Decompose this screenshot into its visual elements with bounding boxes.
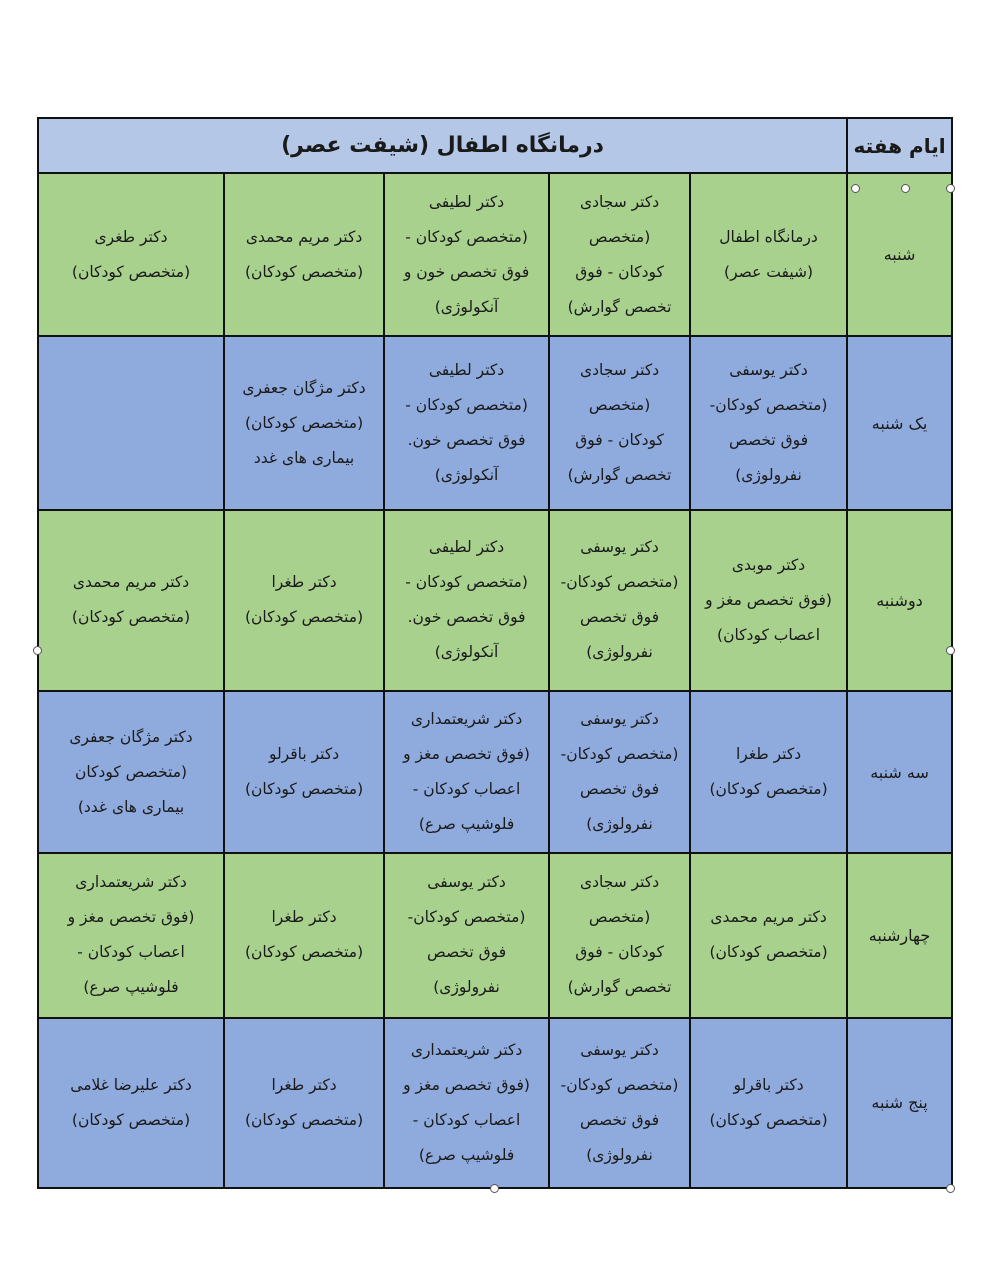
doctor-name: دکتر مژگان جعفری: [242, 378, 366, 397]
table-row: [38, 336, 952, 509]
days-header-cell[interactable]: [847, 118, 952, 173]
specialty-line: (متخصص کودکان): [71, 262, 191, 281]
schedule-cell[interactable]: [224, 510, 384, 691]
selection-handle[interactable]: [33, 646, 42, 655]
specialty-line: نفرولوژی): [586, 1145, 653, 1164]
specialty-line: (شیفت عصر): [724, 262, 814, 281]
title-cell[interactable]: [38, 118, 847, 173]
specialty-line: (متخصص کودکان-: [560, 1075, 679, 1094]
doctor-name: دکتر باقرلو: [733, 1075, 804, 1094]
doctor-name: دکتر لطیفی: [428, 192, 505, 211]
days-header-label: ایام هفته: [853, 133, 946, 158]
table-row: [38, 173, 952, 336]
schedule-cell[interactable]: [224, 173, 384, 336]
schedule-cell[interactable]: [690, 510, 847, 691]
specialty-line: (متخصص کودکان -: [405, 573, 528, 592]
specialty-line: کودکان - فوق: [575, 431, 664, 450]
doctor-name: دکتر سجادی: [579, 361, 660, 380]
specialty-line: تخصص گوارش): [567, 297, 672, 316]
schedule-cell[interactable]: [549, 336, 690, 509]
day-label: شنبه: [883, 245, 916, 265]
specialty-line: فوق تخصص: [579, 1110, 660, 1129]
specialty-line: (متخصص کودکان-: [560, 745, 679, 764]
day-cell[interactable]: [847, 173, 952, 336]
doctor-name: دکتر شریعتمداری: [410, 710, 523, 729]
specialty-line: (متخصص کودکان): [709, 943, 828, 962]
specialty-line: (متخصص کودکان-: [560, 573, 679, 592]
specialty-line: آنکولوژی): [434, 466, 499, 485]
specialty-line: نفرولوژی): [586, 643, 653, 662]
doctor-name: دکتر مریم محمدی: [245, 227, 363, 246]
specialty-line: (متخصص کودکان): [71, 608, 191, 627]
table-row: [38, 853, 952, 1017]
header-row: [38, 118, 952, 173]
schedule-cell[interactable]: [384, 1018, 549, 1188]
specialty-line: اعصاب کودکان -: [77, 943, 185, 962]
specialty-line: (متخصص کودکان): [71, 1110, 191, 1129]
specialty-line: فوق تخصص خون.: [407, 431, 526, 450]
specialty-line: تخصص گوارش): [567, 978, 672, 997]
schedule-cell[interactable]: [384, 853, 549, 1017]
specialty-line: فوق تخصص: [579, 780, 660, 799]
specialty-line: (متخصص: [588, 227, 651, 246]
page-title: درمانگاه اطفال (شیفت عصر): [281, 133, 604, 159]
specialty-line: نفرولوژی): [586, 815, 653, 834]
specialty-line: (متخصص کودکان: [74, 762, 188, 781]
day-label: یک شنبه: [871, 413, 928, 433]
specialty-line: (متخصص کودکان-: [709, 396, 828, 415]
schedule-cell[interactable]: [690, 853, 847, 1017]
day-cell[interactable]: [847, 510, 952, 691]
doctor-name: دکتر طغرا: [271, 908, 337, 927]
doctor-name: دکتر مریم محمدی: [710, 908, 827, 927]
specialty-line: اعصاب کودکان -: [412, 1110, 521, 1129]
specialty-line: (متخصص کودکان): [709, 1110, 828, 1129]
selection-handle[interactable]: [851, 184, 860, 193]
specialty-line: بیماری های غدد): [77, 797, 185, 816]
specialty-line: فوق تخصص: [579, 608, 660, 627]
day-label: دوشنبه: [876, 590, 923, 610]
doctor-name: دکتر شریعتمداری: [75, 873, 187, 892]
specialty-line: (متخصص کودکان): [709, 780, 828, 799]
doctor-name: دکتر طغرا: [735, 745, 802, 764]
table-row: [38, 691, 952, 853]
specialty-line: فوق تخصص: [426, 943, 507, 962]
day-cell[interactable]: [847, 1018, 952, 1188]
doctor-name: دکتر لطیفی: [428, 361, 505, 380]
doctor-name: دکتر مریم محمدی: [72, 573, 190, 592]
schedule-cell[interactable]: [384, 173, 549, 336]
specialty-line: کودکان - فوق: [575, 262, 664, 281]
schedule-cell[interactable]: [38, 853, 224, 1017]
doctor-name: دکتر یوسفی: [580, 710, 659, 729]
specialty-line: فلوشیپ صرع): [418, 1145, 515, 1164]
day-cell[interactable]: [847, 853, 952, 1017]
specialty-line: (متخصص کودکان-: [407, 908, 526, 927]
schedule-cell[interactable]: [690, 173, 847, 336]
day-label: سه شنبه: [870, 762, 929, 782]
specialty-line: (فوق تخصص مغز و: [403, 1075, 530, 1094]
schedule-cell[interactable]: [38, 510, 224, 691]
schedule-cell[interactable]: [549, 1018, 690, 1188]
day-cell[interactable]: [847, 691, 952, 853]
specialty-line: نفرولوژی): [735, 466, 802, 485]
schedule-cell[interactable]: [690, 691, 847, 853]
specialty-line: (متخصص: [588, 908, 651, 927]
specialty-line: آنکولوژی): [434, 643, 499, 662]
doctor-name: دکتر مژگان جعفری: [69, 727, 193, 746]
specialty-line: (متخصص کودکان): [244, 780, 364, 799]
table-row: [38, 510, 952, 691]
specialty-line: فوق تخصص خون و: [403, 262, 530, 281]
specialty-line: (فوق تخصص مغز و: [403, 745, 530, 764]
specialty-line: (متخصص کودکان -: [405, 227, 528, 246]
doctor-name: دکتر شریعتمداری: [410, 1040, 523, 1059]
specialty-line: بیماری های غدد: [253, 448, 355, 467]
doctor-name: دکتر یوسفی: [580, 538, 659, 557]
selection-handle[interactable]: [946, 646, 955, 655]
schedule-cell[interactable]: [549, 853, 690, 1017]
selection-handle[interactable]: [490, 1184, 499, 1193]
specialty-line: فوق تخصص: [728, 431, 809, 450]
schedule-cell[interactable]: [549, 691, 690, 853]
day-cell[interactable]: [847, 336, 952, 509]
schedule-cell[interactable]: [384, 691, 549, 853]
schedule-cell[interactable]: [690, 336, 847, 509]
specialty-line: اعصاب کودکان): [717, 625, 821, 644]
doctor-name: دکتر سجادی: [579, 192, 660, 211]
specialty-line: (متخصص کودکان): [244, 413, 364, 432]
doctor-name: دکتر طغرا: [271, 1075, 337, 1094]
schedule-cell[interactable]: [384, 510, 549, 691]
selection-handle[interactable]: [946, 184, 955, 193]
schedule-cell[interactable]: [224, 1018, 384, 1188]
specialty-line: نفرولوژی): [433, 978, 500, 997]
doctor-name: دکتر طغری: [94, 227, 168, 246]
specialty-line: آنکولوژی): [434, 297, 499, 316]
doctor-name: دکتر طغرا: [271, 573, 337, 592]
doctor-name: درمانگاه اطفال: [719, 227, 818, 246]
schedule-cell[interactable]: [38, 691, 224, 853]
day-label: پنج شنبه: [871, 1093, 928, 1113]
specialty-line: کودکان - فوق: [575, 943, 664, 962]
specialty-line: فلوشیپ صرع): [418, 815, 515, 834]
specialty-line: (متخصص کودکان): [244, 608, 364, 627]
doctor-name: دکتر یوسفی: [580, 1040, 659, 1059]
specialty-line: فوق تخصص خون.: [407, 608, 526, 627]
specialty-line: (متخصص کودکان): [244, 943, 364, 962]
specialty-line: تخصص گوارش): [567, 466, 672, 485]
schedule-cell[interactable]: [38, 1018, 224, 1188]
selection-handle[interactable]: [901, 184, 910, 193]
schedule-cell[interactable]: [549, 510, 690, 691]
specialty-line: (فوق تخصص مغز و: [67, 908, 195, 927]
doctor-name: دکتر باقرلو: [268, 745, 340, 764]
table-row: [38, 1018, 952, 1188]
selection-handle[interactable]: [946, 1184, 955, 1193]
schedule-cell[interactable]: [38, 173, 224, 336]
doctor-name: دکتر یوسفی: [729, 361, 808, 380]
schedule-cell[interactable]: [224, 853, 384, 1017]
doctor-name: دکتر یوسفی: [427, 873, 506, 892]
doctor-name: دکتر موبدی: [731, 555, 806, 574]
schedule-cell[interactable]: [224, 336, 384, 509]
doctor-name: دکتر علیرضا غلامی: [70, 1075, 192, 1094]
specialty-line: (متخصص کودکان -: [405, 396, 528, 415]
schedule-cell[interactable]: [690, 1018, 847, 1188]
specialty-line: (متخصص کودکان): [244, 1110, 364, 1129]
schedule-cell[interactable]: [224, 691, 384, 853]
specialty-line: اعصاب کودکان -: [412, 780, 521, 799]
schedule-cell[interactable]: [384, 336, 549, 509]
specialty-line: (فوق تخصص مغز و: [705, 590, 832, 609]
specialty-line: (متخصص: [588, 396, 651, 415]
schedule-cell[interactable]: [549, 173, 690, 336]
specialty-line: (متخصص کودکان): [244, 262, 364, 281]
doctor-name: دکتر لطیفی: [428, 538, 505, 557]
day-label: چهارشنبه: [868, 925, 931, 945]
schedule-cell[interactable]: [38, 336, 224, 509]
schedule-table: [37, 117, 953, 1189]
specialty-line: فلوشیپ صرع): [83, 978, 179, 997]
doctor-name: دکتر سجادی: [579, 873, 660, 892]
